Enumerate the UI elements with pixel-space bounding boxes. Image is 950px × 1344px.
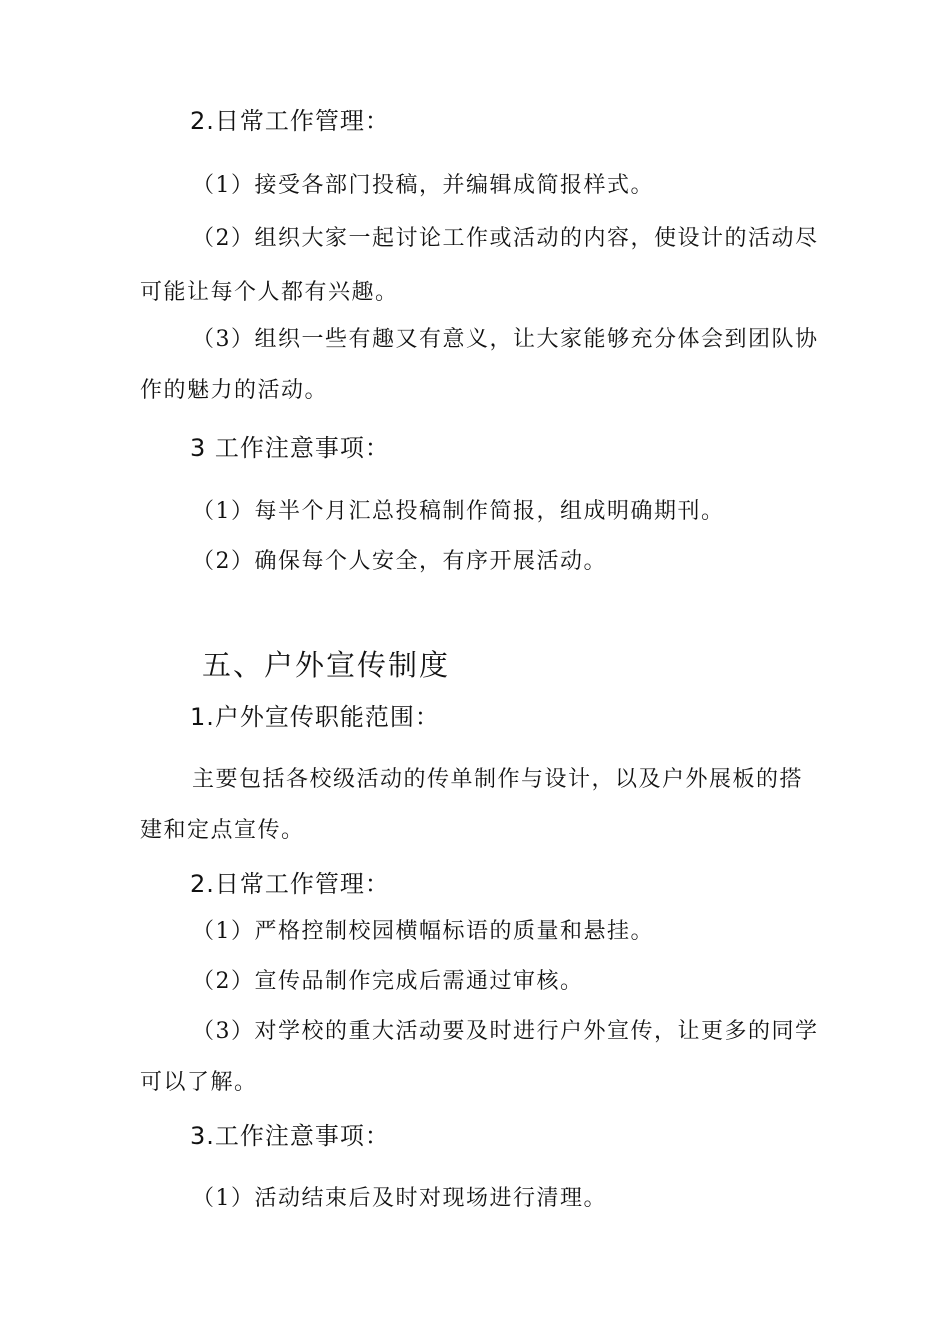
list-item-continuation: 可能让每个人都有兴趣。	[140, 280, 399, 305]
list-item: （3）对学校的重大活动要及时进行户外宣传，让更多的同学	[192, 1019, 819, 1044]
list-item: （1）活动结束后及时对现场进行清理。	[192, 1186, 607, 1211]
paragraph: 主要包括各校级活动的传单制作与设计，以及户外展板的搭	[192, 767, 804, 792]
subheading-notes: 3.工作注意事项：	[190, 1122, 390, 1150]
subheading-daily-management: 2.日常工作管理：	[190, 870, 390, 898]
section-title: 五、户外宣传制度	[202, 648, 451, 682]
list-item: （1）严格控制校园横幅标语的质量和悬挂。	[192, 919, 654, 944]
subheading-daily-management: 2.日常工作管理：	[190, 107, 390, 135]
list-item: （2）确保每个人安全，有序开展活动。	[192, 549, 607, 574]
list-item: （1）接受各部门投稿，并编辑成简报样式。	[192, 173, 654, 198]
subheading-scope: 1.户外宣传职能范围：	[190, 703, 440, 731]
list-item: （3）组织一些有趣又有意义，让大家能够充分体会到团队协	[192, 327, 819, 352]
list-item-continuation: 可以了解。	[140, 1070, 258, 1095]
list-item: （2）宣传品制作完成后需通过审核。	[192, 969, 584, 994]
list-item-continuation: 作的魅力的活动。	[140, 378, 329, 403]
list-item: （2）组织大家一起讨论工作或活动的内容，使设计的活动尽	[192, 226, 819, 251]
paragraph-continuation: 建和定点宣传。	[140, 818, 305, 843]
list-item: （1）每半个月汇总投稿制作简报，组成明确期刊。	[192, 499, 725, 524]
subheading-notes: 3 工作注意事项：	[190, 434, 390, 462]
